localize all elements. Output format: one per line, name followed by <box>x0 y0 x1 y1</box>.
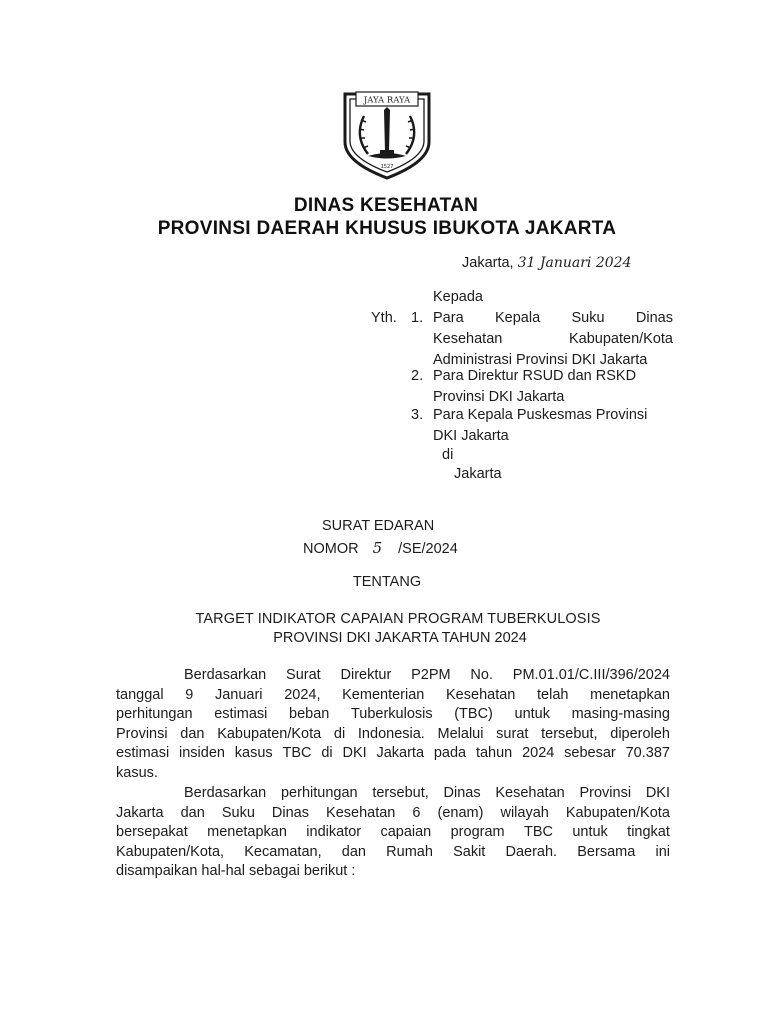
word: Jakarta <box>376 745 425 761</box>
date-place: Jakarta, <box>462 255 514 271</box>
word: tanggal <box>116 686 164 703</box>
kepada-label: Kepada <box>433 289 483 305</box>
word: capaian <box>380 824 432 840</box>
word: sebesar <box>564 745 616 761</box>
paragraph-line <box>116 744 670 764</box>
letter-date <box>462 255 631 271</box>
word: estimasi <box>116 745 170 761</box>
word: Sakit <box>453 843 486 860</box>
emblem-year-text: 1527 <box>380 164 394 170</box>
word: 9 <box>185 686 194 703</box>
word: ini <box>655 843 670 860</box>
addressee-line: DKI Jakarta <box>433 428 509 444</box>
word: Berdasarkan <box>184 785 267 801</box>
word: Kabupaten/Kota <box>565 804 670 821</box>
word: Dinas <box>271 804 309 821</box>
word: diperoleh <box>610 725 670 742</box>
addressee-line: Para Direktur RSUD dan RSKD <box>433 368 637 384</box>
addressee-line: Provinsi DKI Jakarta <box>433 389 565 405</box>
word: No. <box>470 667 493 683</box>
word: tersebut, <box>541 725 598 742</box>
word: Suku <box>571 310 605 326</box>
word: (TBC) <box>454 706 493 722</box>
word: DKI <box>342 745 367 761</box>
word: P2PM <box>411 667 451 683</box>
word: dan <box>180 725 205 742</box>
word: dan <box>341 843 366 860</box>
word: Suku <box>221 804 255 821</box>
paragraph-line <box>116 804 670 824</box>
word: perhitungan <box>280 785 358 801</box>
yth-label: Yth. <box>371 310 397 326</box>
body-paragraph-2 <box>116 784 670 882</box>
word: untuk <box>514 706 550 722</box>
word: Kabupaten/Kota, <box>116 843 225 860</box>
word: Melalui <box>437 725 484 742</box>
word: Provinsi <box>116 725 168 742</box>
word: masing-masing <box>571 706 670 722</box>
word: 2024, <box>284 686 321 703</box>
jakarta-emblem <box>342 90 432 180</box>
word: wilayah <box>500 804 549 821</box>
word: di <box>333 725 346 742</box>
circular-number <box>303 539 458 557</box>
word: (enam) <box>437 804 484 821</box>
word: Jakarta <box>116 804 164 821</box>
word: DKI <box>645 785 670 801</box>
word: insiden <box>179 745 225 761</box>
word: surat <box>496 725 529 742</box>
subject-line-2: PROVINSI DKI JAKARTA TAHUN 2024 <box>273 630 527 646</box>
word: Dinas <box>443 785 481 801</box>
word: Provinsi <box>579 785 632 801</box>
word: Indonesia. <box>357 725 425 742</box>
tentang-label: TENTANG <box>352 574 422 590</box>
word: TBC <box>523 824 553 840</box>
paragraph-line <box>116 705 670 725</box>
province-name: PROVINSI DAERAH KHUSUS IBUKOTA JAKARTA <box>157 218 617 239</box>
date-handwritten: 31 Januari 2024 <box>517 255 632 271</box>
di-label: di <box>442 447 454 463</box>
nomor-label: NOMOR <box>303 541 359 557</box>
word: Kabupaten/Kota <box>217 725 322 742</box>
word: Dinas <box>635 310 673 326</box>
subject-line-1: TARGET INDIKATOR CAPAIAN PROGRAM TUBERKULOSIS <box>195 611 601 627</box>
word: Daerah. <box>505 843 558 860</box>
word: Kementerian <box>342 686 425 703</box>
word: bersepakat <box>116 824 188 840</box>
word: di <box>321 745 333 761</box>
addressee-line: Para Kepala Puskesmas Provinsi <box>433 407 648 423</box>
word: tingkat <box>627 824 670 840</box>
word: indikator <box>306 824 362 840</box>
agency-name: DINAS KESEHATAN <box>293 195 479 216</box>
word: Rumah <box>386 843 433 860</box>
word: Surat <box>286 667 321 683</box>
word: Direktur <box>340 667 392 683</box>
word: tersebut, <box>372 785 429 801</box>
word: menetapkan <box>207 824 287 840</box>
addressee-number: 2. <box>411 368 424 384</box>
word: program <box>450 824 505 840</box>
word: Kabupaten/Kota <box>568 331 673 347</box>
word: telah <box>537 686 569 703</box>
word: Tuberkulosis <box>350 706 433 722</box>
word: Kecamatan, <box>244 843 322 860</box>
word: Kesehatan <box>446 686 516 703</box>
nomor-suffix: /SE/2024 <box>398 541 458 557</box>
word: 6 <box>412 804 421 821</box>
addressee-number: 1. <box>411 310 424 326</box>
destination-city: Jakarta <box>454 466 502 482</box>
word: 70.387 <box>625 745 670 761</box>
word: 2024 <box>522 745 555 761</box>
circular-title: SURAT EDARAN <box>322 518 435 534</box>
body-paragraph-1 <box>116 666 670 783</box>
word: tahun <box>475 745 513 761</box>
word: Berdasarkan <box>184 667 267 683</box>
word: TBC <box>282 745 312 761</box>
word: Kesehatan <box>326 804 396 821</box>
word: perhitungan <box>116 706 193 722</box>
paragraph-line <box>116 666 670 686</box>
paragraph-line <box>116 823 670 843</box>
paragraph-line <box>116 843 670 863</box>
addressee-number: 3. <box>411 407 424 423</box>
paragraph-line <box>116 725 670 745</box>
nomor-handwritten-value: 5 <box>372 539 383 557</box>
paragraph-line <box>116 686 670 706</box>
word: Kepala <box>494 310 541 326</box>
paragraph-last-line: kasus. <box>116 764 158 781</box>
word: kasus <box>234 745 273 761</box>
word: pada <box>433 745 467 761</box>
word: Bersama <box>577 843 636 860</box>
word: beban <box>289 706 330 722</box>
paragraph-last-line: disampaikan hal-hal sebagai berikut : <box>116 863 356 879</box>
addressee-line <box>433 308 673 329</box>
emblem-banner-text: JAYA RAYA <box>363 95 411 106</box>
word: Para <box>433 310 464 326</box>
word: dan <box>180 804 205 821</box>
word: Kesehatan <box>433 331 503 347</box>
addressee-line <box>433 329 673 350</box>
word: Kesehatan <box>495 785 565 801</box>
addressee-line: Administrasi Provinsi DKI Jakarta <box>433 352 648 368</box>
word: menetapkan <box>590 686 670 703</box>
paragraph-line <box>116 784 670 804</box>
word: Januari <box>214 686 263 703</box>
word: estimasi <box>214 706 268 722</box>
word: PM.01.01/C.III/396/2024 <box>512 667 670 683</box>
word: untuk <box>572 824 608 840</box>
